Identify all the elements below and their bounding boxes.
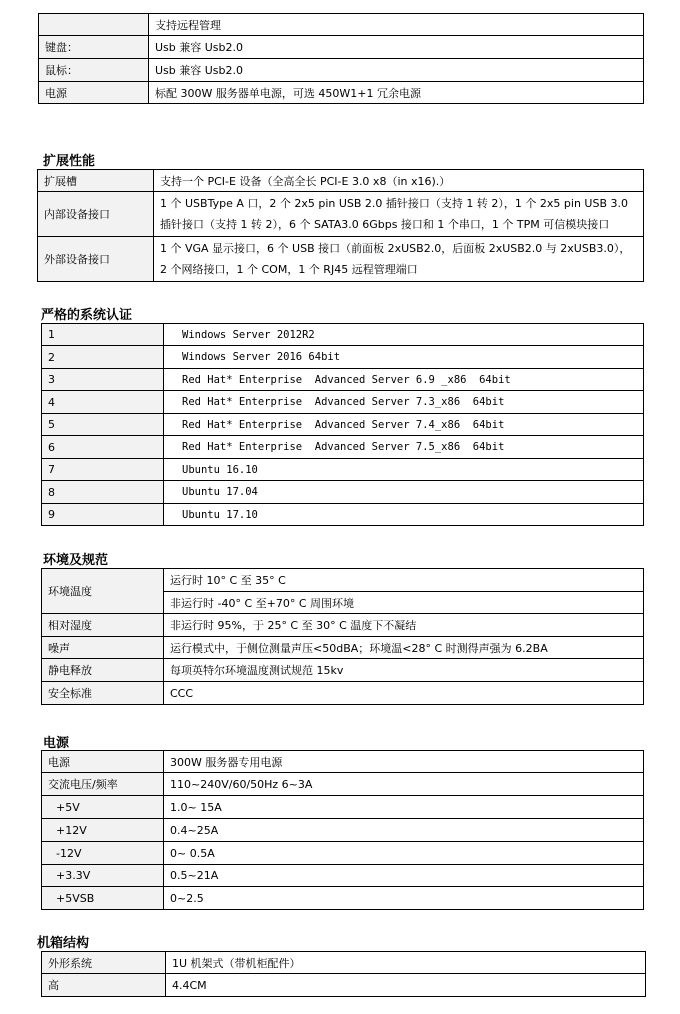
table-row <box>42 346 644 369</box>
cert-os: Red Hat* Enterprise Advanced Server 7.5_x86 64bit <box>164 436 644 459</box>
table-row <box>42 842 644 865</box>
table-row <box>39 14 644 36</box>
temperature-running-value: 运行时 10° C 至 35° C <box>164 569 644 592</box>
power-heading: 电源 <box>43 736 70 751</box>
power-supply-value: 300W 服务器专用电源 <box>164 751 644 773</box>
height-label: 高 <box>42 974 166 997</box>
cert-index: 9 <box>42 504 164 526</box>
rail-5v-value: 1.0~ 15A <box>164 796 644 819</box>
cert-index: 1 <box>42 324 164 346</box>
table-row <box>42 974 646 997</box>
table-row <box>38 237 644 282</box>
external-ports-value: 1 个 VGA 显示接口，6 个 USB 接口（前面板 2xUSB2.0，后面板 2xUSB2.0 与 2xUSB3.0），2 个网络接口，1 个 COM，1 个 RJ45 远程管理端口 <box>154 237 644 282</box>
table-row <box>42 369 644 391</box>
humidity-value: 非运行时 95%，于 25° C 至 30° C 温度下不凝结 <box>164 614 644 637</box>
table-row <box>42 952 646 974</box>
rail-3v3-label: +3.3V <box>42 865 164 887</box>
rail-5vsb-label: +5VSB <box>42 887 164 910</box>
cert-index: 8 <box>42 481 164 504</box>
table-row <box>42 796 644 819</box>
form-factor-label: 外形系统 <box>42 952 166 974</box>
cert-index: 5 <box>42 414 164 436</box>
temperature-label: 环境温度 <box>42 569 164 614</box>
table-row <box>42 459 644 481</box>
table-row <box>42 324 644 346</box>
table-row <box>39 82 644 104</box>
internal-ports-label: 内部设备接口 <box>38 192 154 237</box>
table-row <box>42 659 644 682</box>
cert-os: Red Hat* Enterprise Advanced Server 6.9 _x86 64bit <box>164 369 644 391</box>
power-value: 标配 300W 服务器单电源，可选 450W1+1 冗余电源 <box>149 82 644 104</box>
cert-index: 6 <box>42 436 164 459</box>
power-supply-label: 电源 <box>42 751 164 773</box>
cert-index: 2 <box>42 346 164 369</box>
environment-heading: 环境及规范 <box>43 553 109 568</box>
certification-heading: 严格的系统认证 <box>41 308 133 323</box>
safety-standard-label: 安全标准 <box>42 682 164 705</box>
rail-3v3-value: 0.5~21A <box>164 865 644 887</box>
form-factor-value: 1U 机架式（带机柜配件） <box>166 952 646 974</box>
remote-management-value: 支持远程管理 <box>149 14 644 36</box>
table-row <box>39 59 644 82</box>
power-label: 电源 <box>39 82 149 104</box>
table-row <box>42 504 644 526</box>
table-row <box>42 773 644 796</box>
cert-os: Ubuntu 17.10 <box>164 504 644 526</box>
table-row <box>38 192 644 237</box>
internal-ports-value: 1 个 USBType A 口，2 个 2x5 pin USB 2.0 插针接口（支持 1 转 2），1 个 2x5 pin USB 3.0 插针接口（支持 1 转 2），6 个 SATA3.0 6Gbps 接口和 1 个串口，1 个 TPM 可信模块接口 <box>154 192 644 237</box>
certification-table <box>41 323 644 526</box>
chassis-heading: 机箱结构 <box>37 936 90 951</box>
rail-5vsb-value: 0~2.5 <box>164 887 644 910</box>
cert-os: Windows Server 2012R2 <box>164 324 644 346</box>
cert-index: 3 <box>42 369 164 391</box>
cert-os: Red Hat* Enterprise Advanced Server 7.3_x86 64bit <box>164 391 644 414</box>
esd-value: 每项英特尔环境温度测试规范 15kv <box>164 659 644 682</box>
cert-os: Red Hat* Enterprise Advanced Server 7.4_x86 64bit <box>164 414 644 436</box>
noise-value: 运行模式中，于侧位测量声压<50dBA；环境温<28° C 时测得声强为 6.2BA <box>164 637 644 659</box>
table-row <box>42 436 644 459</box>
table-row <box>42 481 644 504</box>
table-row <box>42 391 644 414</box>
keyboard-label: 键盘： <box>39 36 149 59</box>
esd-label: 静电释放 <box>42 659 164 682</box>
general-spec-table <box>38 13 644 104</box>
table-row <box>38 170 644 192</box>
keyboard-value: Usb 兼容 Usb2.0 <box>149 36 644 59</box>
height-value: 4.4CM <box>166 974 646 997</box>
expansion-slot-value: 支持一个 PCI-E 设备（全高全长 PCI-E 3.0 x8（in x16).） <box>154 170 644 192</box>
table-row <box>42 682 644 705</box>
noise-label: 噪声 <box>42 637 164 659</box>
table-row <box>42 569 644 592</box>
rail-12v-label: +12V <box>42 819 164 842</box>
cert-os: Ubuntu 16.10 <box>164 459 644 481</box>
temperature-idle-value: 非运行时 -40° C 至+70° C 周围环境 <box>164 592 644 614</box>
expansion-slot-label: 扩展槽 <box>38 170 154 192</box>
table-row <box>42 751 644 773</box>
expansion-table <box>37 169 644 282</box>
mouse-label: 鼠标： <box>39 59 149 82</box>
table-row <box>42 414 644 436</box>
cert-index: 7 <box>42 459 164 481</box>
chassis-table <box>41 951 646 997</box>
humidity-label: 相对湿度 <box>42 614 164 637</box>
rail-neg12v-label: -12V <box>42 842 164 865</box>
cert-os: Ubuntu 17.04 <box>164 481 644 504</box>
cert-os: Windows Server 2016 64bit <box>164 346 644 369</box>
rail-neg12v-value: 0~ 0.5A <box>164 842 644 865</box>
table-row <box>42 614 644 637</box>
table-row <box>39 36 644 59</box>
mouse-value: Usb 兼容 Usb2.0 <box>149 59 644 82</box>
cert-index: 4 <box>42 391 164 414</box>
table-row <box>42 865 644 887</box>
power-table <box>41 750 644 910</box>
ac-input-value: 110~240V/60/50Hz 6~3A <box>164 773 644 796</box>
rail-12v-value: 0.4~25A <box>164 819 644 842</box>
environment-table <box>41 568 644 705</box>
ac-input-label: 交流电压/频率 <box>42 773 164 796</box>
row-key <box>39 14 149 36</box>
table-row <box>42 819 644 842</box>
expansion-heading: 扩展性能 <box>43 154 96 169</box>
rail-5v-label: +5V <box>42 796 164 819</box>
table-row <box>42 637 644 659</box>
table-row <box>42 887 644 910</box>
external-ports-label: 外部设备接口 <box>38 237 154 282</box>
safety-standard-value: CCC <box>164 682 644 705</box>
